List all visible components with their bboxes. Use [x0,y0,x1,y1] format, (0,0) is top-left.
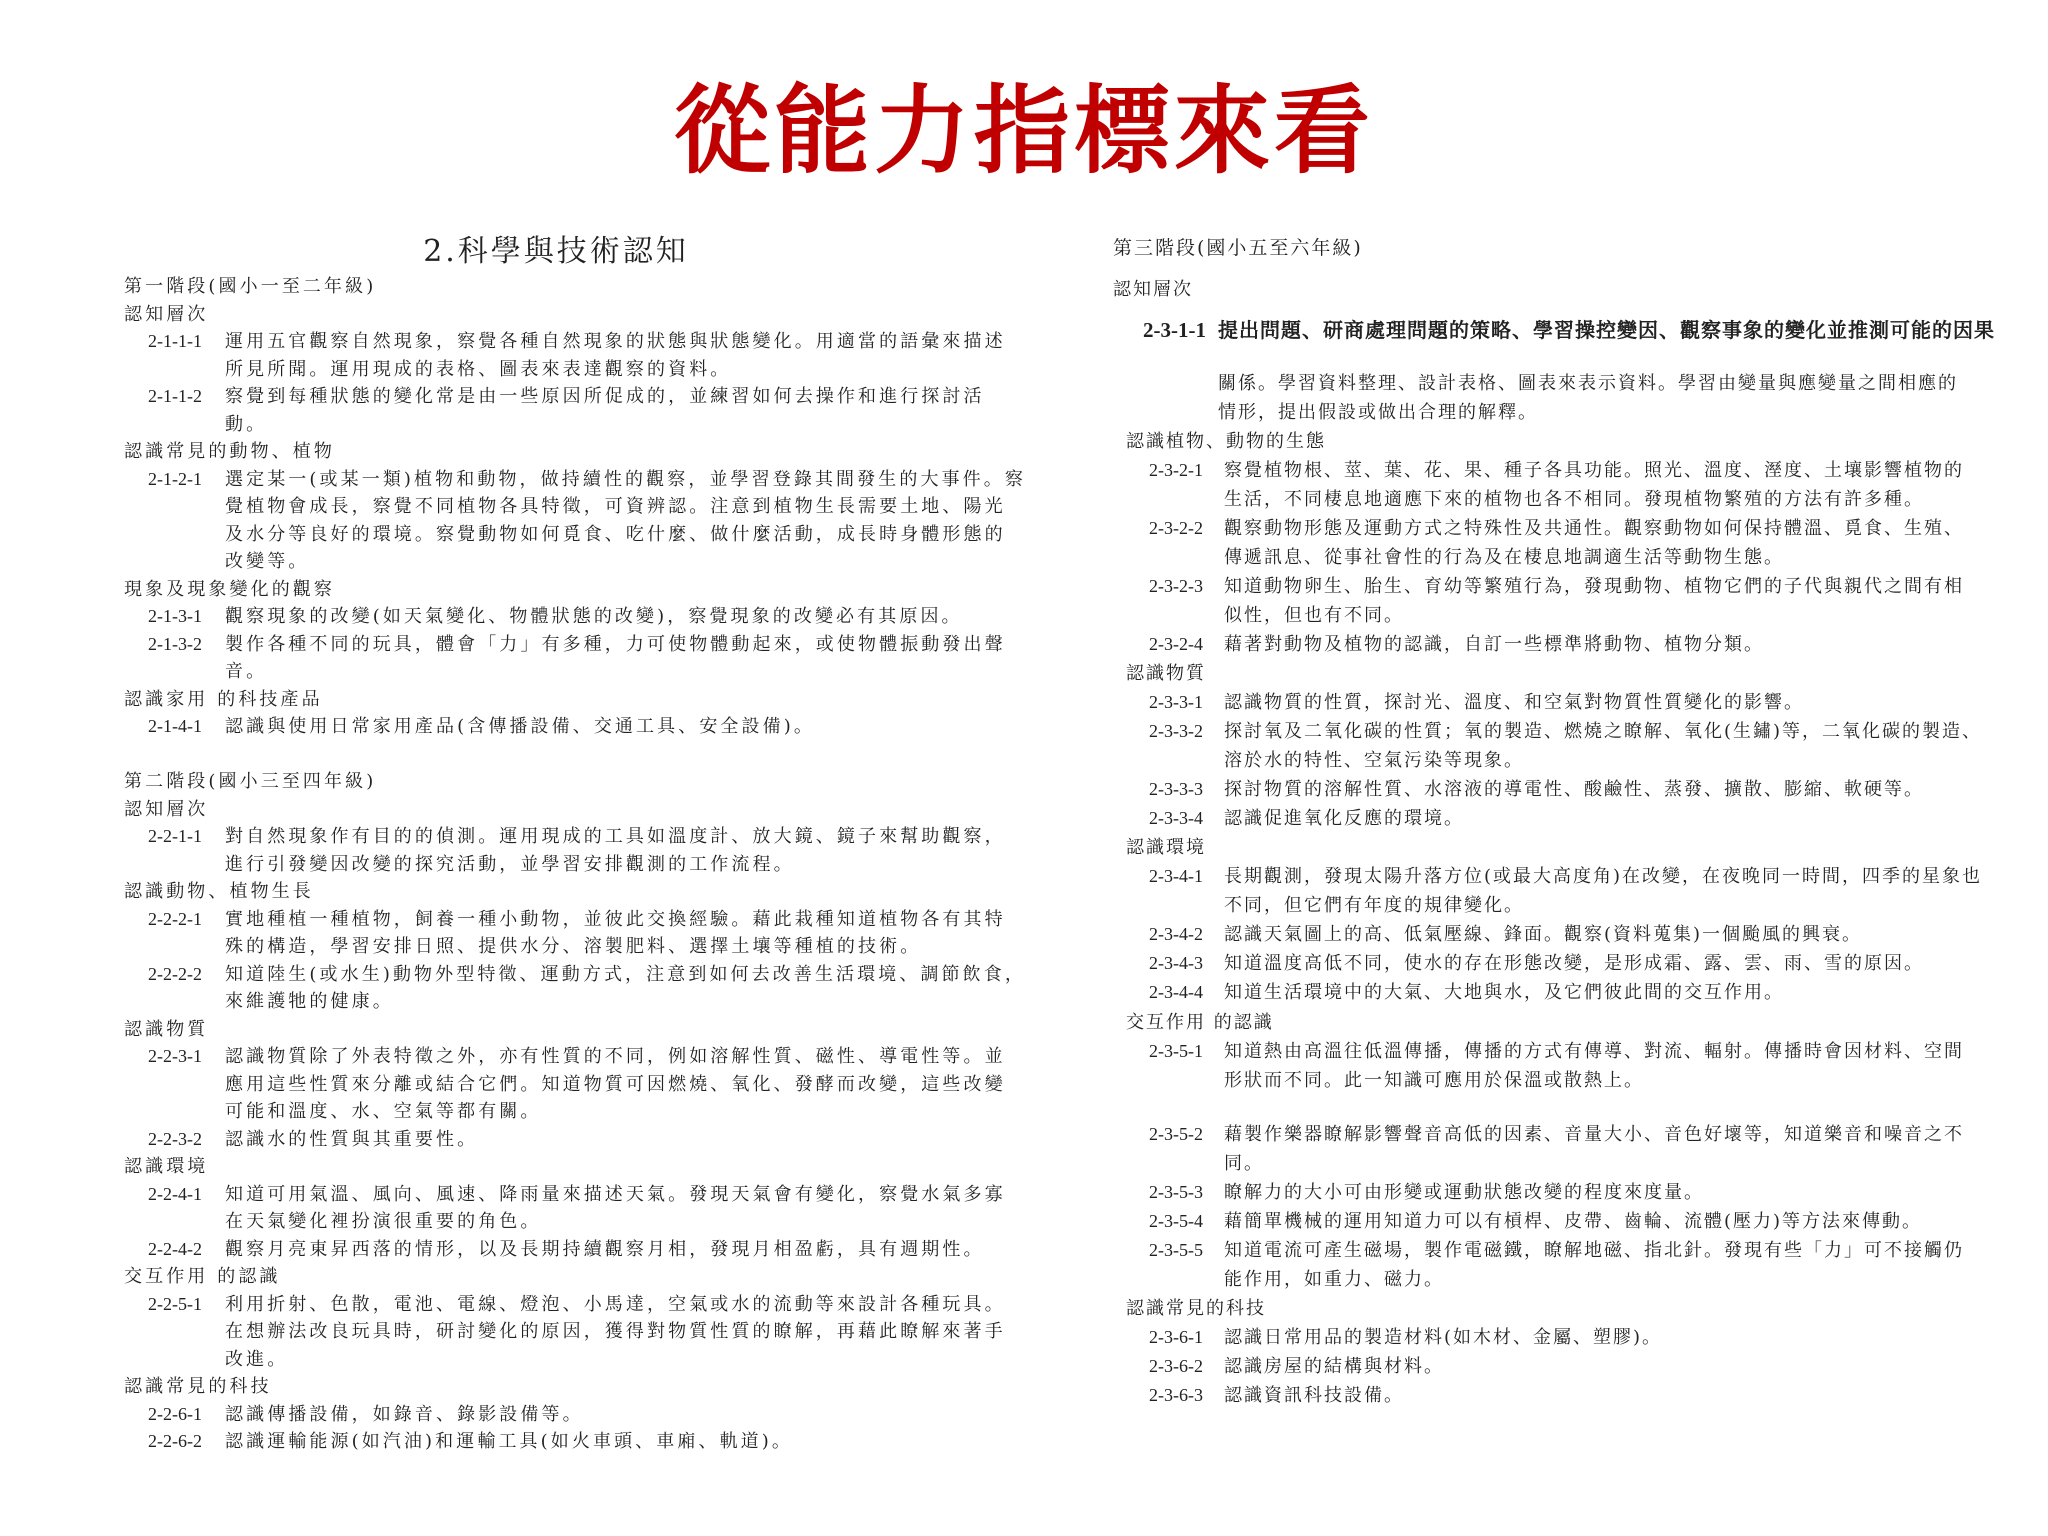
indicator-code: 2-2-4-2 [148,1238,202,1259]
indicator-text [1224,1236,2033,1294]
text-line: 認識天氣圖上的高、低氣壓線、鋒面。觀察(資料蒐集)一個颱風的興衰。 [1224,924,1863,946]
indicator-code: 2-2-3-2 [148,1128,202,1149]
indicator-item [148,1181,1074,1236]
indicator-text [225,631,1074,686]
indicator-text [1224,717,2033,775]
text-line: 覺植物會成長，察覺不同植物各具特徵，可資辨認。注意到植物生長需要土地、陽光 [225,496,1006,517]
indicator-code: 2-2-6-2 [148,1431,202,1451]
category-heading: 交互作用 的認識 [1126,1011,1274,1033]
indicator-item [1149,862,2033,920]
category-heading: 認識物質 [1126,662,1206,684]
indicator-text [225,383,1074,438]
indicator-text [1224,688,2033,717]
indicator-text [225,961,1074,1016]
indicator-section [124,1153,1074,1263]
indicator-item [1149,775,2033,804]
category-heading: 認識動物、植物生長 [124,881,314,902]
indicator-text [1224,978,2033,1007]
text-line: 認識水的性質與其重要性。 [225,1128,479,1150]
category-heading: 認識常見的科技 [124,1376,272,1397]
indicator-section [1113,1008,2033,1294]
indicator-item [1143,310,2033,427]
indicator-section [124,1263,1074,1373]
text-line: 長期觀測，發現太陽升落方位(或最大高度角)在改變，在夜晚同一時間，四季的星象也 [1224,866,1983,888]
indicator-item [148,1126,1074,1154]
indicator-text [1224,1352,2033,1381]
category-heading: 認識環境 [124,1156,209,1177]
text-line: 察覺到每種狀態的變化常是由一些原因所促成的，並練習如何去操作和進行探討活 [225,386,985,407]
indicator-item [148,961,1074,1016]
stage-block [124,273,1074,741]
text-line: 認識房屋的結構與材料。 [1224,1356,1444,1378]
text-line: 運用五官觀察自然現象，察覺各種自然現象的狀態與狀態變化。用適當的語彙來描述 [225,331,1006,352]
indicator-text [225,1043,1074,1126]
text-line: 所見所聞。運用現成的表格、圖表來表達觀察的資料。 [225,358,732,380]
text-line: 認識與使用日常家用產品(含傳播設備、交通工具、安全設備)。 [225,716,815,737]
text-line: 音。 [225,661,268,682]
indicator-section [1113,833,2033,1007]
indicator-item [148,713,1074,741]
indicator-code: 2-1-2-1 [148,468,202,489]
category-heading: 認識家用 的科技產品 [124,688,323,710]
indicator-item [1149,949,2033,978]
text-line: 提出問題、研商處理問題的策略、學習操控變因、觀察事象的變化並推測可能的因果 [1218,317,1995,342]
text-line: 形狀而不同。此一知識可應用於保溫或散熱上。 [1224,1069,1644,1091]
text-line: 殊的構造，學習安排日照、提供水分、溶製肥料、選擇土壤等種植的技術。 [225,936,922,957]
indicator-section [1113,659,2033,833]
text-line: 在天氣變化裡扮演很重要的角色。 [225,1211,542,1232]
text-line: 認識日常用品的製造材料(如木材、金屬、塑膠)。 [1224,1327,1663,1348]
stage-heading: 第一階段(國小一至二年級) [124,276,377,297]
text-line: 知道動物卵生、胎生、育幼等繁殖行為，發現動物、植物它們的子代與親代之間有相 [1224,575,1964,597]
category-heading: 認識物質 [124,1018,209,1040]
indicator-code: 2-2-3-1 [148,1046,202,1066]
indicator-code: 2-1-3-2 [148,633,202,654]
text-line: 及水分等良好的環境。察覺動物如何覓食、吃什麼、做什麼活動，成長時身體形態的 [225,523,1006,545]
text-line: 探討氧及二氧化碳的性質；氧的製造、燃燒之瞭解、氧化(生鏽)等，二氧化碳的製造、 [1224,721,1983,743]
category-heading: 現象及現象變化的觀察 [124,578,335,600]
text-line: 瞭解力的大小可由形變或運動狀態改變的程度來度量。 [1224,1181,1704,1203]
indicator-section [1113,1294,2033,1410]
indicator-section [124,1016,1074,1154]
indicator-text [225,713,1074,741]
indicator-item [1149,514,2033,572]
indicator-text [225,823,1074,878]
indicator-text [1224,1207,2033,1236]
indicator-text [1224,572,2033,630]
category-heading: 認識植物、動物的生態 [1126,430,1326,452]
indicator-section [124,1373,1074,1456]
indicator-text [1224,862,2033,920]
indicator-text [225,1401,1074,1429]
text-line: 察覺植物根、莖、葉、花、果、種子各具功能。照光、溫度、溼度、土壤影響植物的 [1224,459,1964,481]
indicator-code: 2-1-1-1 [148,331,202,351]
indicator-code: 2-3-4-2 [1149,924,1203,945]
text-line: 製作各種不同的玩具，體會「力」有多種，力可使物體動起來，或使物體振動發出聲 [225,633,1006,655]
indicator-section [1113,427,2033,659]
indicator-section [124,796,1074,879]
indicator-item [1149,1037,2033,1095]
indicator-text [225,1126,1074,1154]
indicator-code: 2-2-6-1 [148,1403,202,1424]
text-line: 關係。學習資料整理、設計表格、圖表來表示資料。學習由變量與應變量之間相應的 [1218,372,1958,394]
indicator-text [1224,514,2033,572]
indicator-item [1149,1178,2033,1207]
indicator-text [1224,775,2033,804]
indicator-text [1224,804,2033,833]
text-line: 可能和溫度、水、空氣等都有關。 [225,1101,542,1122]
stage-heading: 第二階段(國小三至四年級) [124,771,377,792]
indicator-code: 2-2-2-2 [148,963,202,984]
indicator-text [225,1428,1074,1456]
category-heading: 認識常見的科技 [1126,1297,1266,1319]
document-heading: 2.科學與技術認知 [423,234,689,269]
text-line: 對自然現象作有目的的偵測。運用現成的工具如溫度計、放大鏡、鏡子來幫助觀察， [225,826,1006,847]
indicator-text [1224,1037,2033,1095]
text-line: 選定某一(或某一類)植物和動物，做持續性的觀察，並學習登錄其間發生的大事件。察 [225,468,1026,490]
indicator-text [1224,1323,2033,1352]
indicator-section [124,686,1074,741]
indicator-text [1224,1120,2033,1178]
indicator-item [1149,1381,2033,1410]
stage-heading: 第三階段(國小五至六年級) [1113,236,1363,259]
indicator-item [148,1401,1074,1429]
indicator-item [148,1236,1074,1264]
text-line: 能作用，如重力、磁力。 [1224,1268,1444,1290]
indicator-text [225,466,1074,576]
indicator-text [1218,310,2033,427]
indicator-code: 2-3-5-2 [1149,1123,1203,1144]
category-heading: 認識常見的動物、植物 [124,441,335,462]
indicator-code: 2-2-4-1 [148,1183,202,1204]
indicator-text [1224,1178,2033,1207]
indicator-code: 2-3-2-2 [1149,517,1203,538]
text-line: 進行引發變因改變的探究活動，並學習安排觀測的工作流程。 [225,853,795,875]
text-line: 實地種植一種植物，飼養一種小動物，並彼此交換經驗。藉此栽種知道植物各有其特 [225,908,1006,930]
text-line: 傳遞訊息、從事社會性的行為及在棲息地調適生活等動物生態。 [1224,546,1784,568]
indicator-code: 2-1-4-1 [148,716,202,736]
indicator-item [1149,717,2033,775]
text-line: 溶於水的特性、空氣污染等現象。 [1224,750,1524,772]
indicator-code: 2-3-4-4 [1149,982,1203,1003]
text-line: 觀察月亮東昇西落的情形，以及長期持續觀察月相，發現月相盈虧，具有週期性。 [225,1238,985,1260]
indicator-item [148,1043,1074,1126]
right-document-column [1113,228,2033,1411]
slide-title: 從能力指標來看 [674,75,1374,187]
text-line: 藉著對動物及植物的認識，自訂一些標準將動物、植物分類。 [1224,633,1764,655]
indicator-text [1224,920,2033,949]
indicator-code: 2-3-6-3 [1149,1385,1203,1406]
text-line: 觀察現象的改變(如天氣變化、物體狀態的改變)，察覺現象的改變必有其原因。 [225,606,963,627]
category-heading: 認識環境 [1126,837,1206,859]
indicator-text [225,1291,1074,1374]
text-line: 知道熱由高溫往低溫傳播，傳播的方式有傳導、對流、輻射。傳播時會因材料、空間 [1224,1040,1964,1062]
indicator-item [148,466,1074,576]
text-line: 探討物質的溶解性質、水溶液的導電性、酸鹼性、蒸發、擴散、膨縮、軟硬等。 [1224,779,1924,801]
stage-block [124,768,1074,1456]
indicator-code: 2-3-3-1 [1149,692,1203,713]
indicator-item [1149,572,2033,630]
indicator-code: 2-2-5-1 [148,1293,202,1314]
indicator-item [148,823,1074,878]
text-line: 同。 [1224,1152,1264,1174]
indicator-text [1224,949,2033,978]
indicator-text [225,603,1074,631]
stage-block [1113,228,2033,1411]
indicator-text [225,1236,1074,1264]
indicator-item [148,328,1074,383]
indicator-section [1113,269,2033,427]
indicator-code: 2-3-2-4 [1149,633,1203,654]
text-line: 認識促進氧化反應的環境。 [1224,808,1464,830]
text-line: 不同，但它們有年度的規律變化。 [1224,895,1524,917]
indicator-item [1149,1352,2033,1381]
text-line: 知道生活環境中的大氣、大地與水，及它們彼此間的交互作用。 [1224,982,1784,1004]
indicator-item [1149,1120,2033,1178]
indicator-code: 2-1-3-1 [148,606,202,626]
indicator-text [1224,1381,2033,1410]
text-line: 來維護牠的健康。 [225,991,394,1012]
text-line: 知道電流可產生磁場，製作電磁鐵，瞭解地磁、指北針。發現有些「力」可不接觸仍 [1224,1239,1964,1261]
category-heading: 交互作用 的認識 [124,1266,281,1287]
indicator-section [124,576,1074,686]
text-line: 似性，但也有不同。 [1224,604,1404,626]
indicator-code: 2-3-2-3 [1149,575,1203,596]
indicator-text [225,328,1074,383]
text-line: 認識運輸能源(如汽油)和運輸工具(如火車頭、車廂、軌道)。 [225,1431,793,1452]
indicator-code: 2-3-5-4 [1149,1210,1203,1231]
indicator-item [1149,630,2033,659]
text-line: 認識物質除了外表特徵之外，亦有性質的不同，例如溶解性質、磁性、導電性等。並 [225,1046,1006,1067]
text-line: 動。 [225,413,268,435]
indicator-code: 2-2-2-1 [148,908,202,929]
text-line: 藉製作樂器瞭解影響聲音高低的因素、音量大小、音色好壞等，知道樂音和噪音之不 [1224,1123,1964,1145]
indicator-text [1224,456,2033,514]
indicator-item [1149,1207,2033,1236]
indicator-text [225,1181,1074,1236]
indicator-item [1149,688,2033,717]
text-line: 生活，不同棲息地適應下來的植物也各不相同。發現植物繁殖的方法有許多種。 [1224,488,1924,510]
category-heading: 認知層次 [124,303,209,325]
indicator-item [148,1428,1074,1456]
indicator-item [1149,978,2033,1007]
indicator-code: 2-3-4-3 [1149,953,1203,974]
indicator-code: 2-3-5-3 [1149,1181,1203,1202]
indicator-code: 2-3-1-1 [1143,317,1206,342]
indicator-code: 2-3-4-1 [1149,866,1203,887]
indicator-section [124,301,1074,439]
text-line: 觀察動物形態及運動方式之特殊性及共通性。觀察動物如何保持體溫、覓食、生殖、 [1224,517,1964,539]
indicator-item [1149,804,2033,833]
text-line: 藉簡單機械的運用知道力可以有槓桿、皮帶、齒輪、流體(壓力)等方法來傳動。 [1224,1210,1923,1232]
indicator-section [124,438,1074,576]
text-line: 認識傳播設備，如錄音、錄影設備等。 [225,1403,584,1425]
indicator-code: 2-3-3-3 [1149,779,1203,800]
text-line: 改變等。 [225,551,310,572]
indicator-text [1224,630,2033,659]
indicator-code: 2-3-5-1 [1149,1040,1203,1061]
category-heading: 認知層次 [1113,278,1193,300]
indicator-item [1149,456,2033,514]
text-line: 情形，提出假設或做出合理的解釋。 [1218,401,1538,423]
indicator-code: 2-3-6-1 [1149,1327,1203,1347]
text-line: 認識資訊科技設備。 [1224,1385,1404,1407]
text-line: 認識物質的性質，探討光、溫度、和空氣對物質性質變化的影響。 [1224,692,1804,714]
indicator-code: 2-3-3-4 [1149,808,1203,829]
text-line: 在想辦法改良玩具時，研討變化的原因，獲得對物質性質的瞭解，再藉此瞭解來著手 [225,1321,1006,1342]
indicator-text [225,906,1074,961]
indicator-code: 2-3-6-2 [1149,1356,1203,1377]
indicator-section [124,878,1074,1016]
indicator-item [1149,1236,2033,1294]
indicator-code: 2-2-1-1 [148,826,202,846]
indicator-item [148,631,1074,686]
text-line: 應用這些性質來分離或結合它們。知道物質可因燃燒、氧化、發酵而改變，這些改變 [225,1073,1006,1095]
text-line: 利用折射、色散，電池、電線、燈泡、小馬達，空氣或水的流動等來設計各種玩具。 [225,1293,1006,1315]
category-heading: 認知層次 [124,798,209,820]
indicator-item [148,383,1074,438]
indicator-code: 2-3-2-1 [1149,459,1203,480]
indicator-code: 2-3-5-5 [1149,1239,1203,1260]
left-document-column [124,273,1074,1456]
indicator-item [148,1291,1074,1374]
text-line: 知道陸生(或水生)動物外型特徵、運動方式，注意到如何去改善生活環境、調節飲食， [225,963,1026,985]
indicator-item [1149,1323,2033,1352]
indicator-code: 2-3-3-2 [1149,721,1203,742]
text-line: 知道可用氣溫、風向、風速、降雨量來描述天氣。發現天氣會有變化，察覺水氣多寡 [225,1183,1006,1205]
text-line: 知道溫度高低不同，使水的存在形態改變，是形成霜、露、雲、雨、雪的原因。 [1224,953,1924,975]
indicator-item [148,906,1074,961]
indicator-item [148,603,1074,631]
indicator-item [1149,920,2033,949]
indicator-code: 2-1-1-2 [148,386,202,406]
text-line: 改進。 [225,1348,289,1370]
